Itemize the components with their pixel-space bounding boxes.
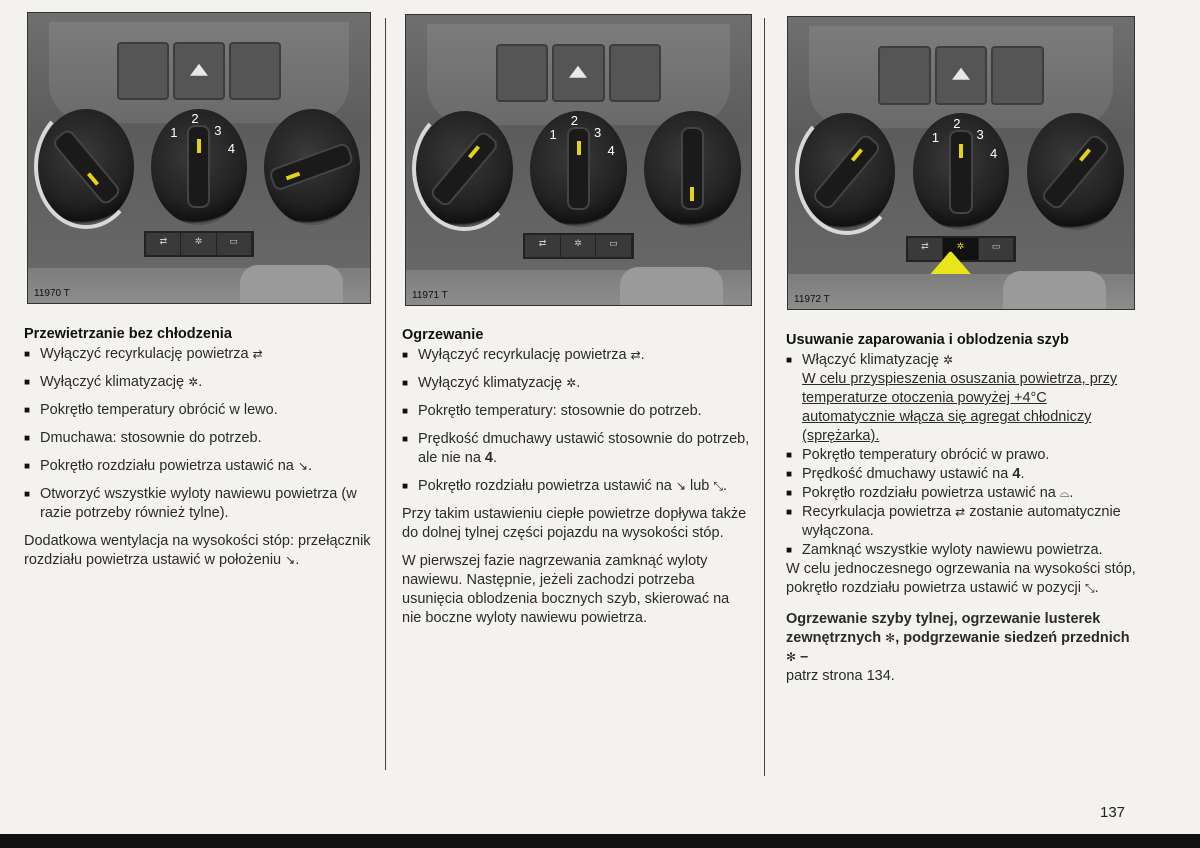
- switch-bar: ⇄ ✲ ▭: [523, 233, 633, 259]
- fan-knob: [530, 111, 627, 227]
- recirculation-icon: ⇄: [955, 505, 966, 519]
- fan-speed-label: 2: [570, 113, 578, 128]
- column-heating: [402, 326, 752, 637]
- column-ventilation: [24, 325, 374, 579]
- switch-bar: ⇄ ✲ ▭: [906, 236, 1017, 262]
- list-item: ■ Pokrętło rozdziału powietrza ustawić na ↘ lub ⤡.: [402, 478, 728, 494]
- air-distribution-knob: [264, 109, 360, 225]
- button-bar: [496, 44, 662, 102]
- button-bar: [117, 42, 281, 100]
- list-item: ■ Pokrętło temperatury obrócić w prawo.: [786, 447, 1050, 463]
- feet-airflow-icon: ↘: [297, 459, 308, 473]
- hazard-button: [552, 44, 605, 102]
- temperature-knob: [416, 111, 513, 227]
- photo-ventilation: [27, 12, 371, 304]
- feet-airflow-icon: ↘: [675, 479, 686, 493]
- list-item: ■ Dmuchawa: stosownie do potrzeb.: [24, 430, 262, 446]
- photo-defrost: [787, 16, 1135, 310]
- column-divider: [385, 18, 386, 770]
- list-item: ■ Pokrętło temperatury obrócić w lewo.: [24, 402, 278, 418]
- list-item: ■ Pokrętło rozdziału powietrza ustawić na ⌓.: [786, 485, 1074, 501]
- photo-heating: [405, 14, 752, 306]
- list-item: ■ Wyłączyć klimatyzację ✲.: [402, 375, 581, 391]
- fan-speed-label: 1: [931, 129, 940, 145]
- list-item: ■ Wyłączyć recyrkulację powietrza ⇄: [24, 346, 263, 362]
- feet-airflow-icon: ↘: [285, 553, 296, 567]
- fan-speed-label: 1: [170, 124, 178, 140]
- hazard-button: [935, 46, 988, 104]
- paragraph: Przy takim ustawieniu ciepłe powietrze dopływa także do dolnej tylnej części pojazdu na wysokości stóp.: [402, 506, 747, 541]
- fan-speed-label: 4: [227, 141, 235, 157]
- temperature-knob: [38, 109, 134, 225]
- snowflake-icon: ✲: [566, 376, 577, 390]
- paragraph: W celu jednoczesnego ogrzewania na wysokości stóp, pokrętło rozdziału powietrza ustawić w pozycji ⤡.: [786, 561, 1136, 596]
- fan-speed-label: 1: [549, 126, 557, 142]
- column-divider: [764, 18, 765, 776]
- list-item: ■ Pokrętło temperatury: stosownie do potrzeb.: [402, 403, 702, 419]
- photo-caption: 11972 T: [794, 294, 830, 305]
- list-item: ■ Prędkość dmuchawy ustawić stosownie do potrzeb, ale nie na 4.: [402, 431, 750, 466]
- windscreen-airflow-icon: ⌓: [1059, 486, 1070, 500]
- feet-windscreen-airflow-icon: ⤡: [713, 479, 723, 493]
- recirculation-icon: ⇄: [252, 347, 263, 361]
- air-distribution-knob: [644, 111, 741, 227]
- snowflake-icon: ✲: [943, 353, 954, 367]
- photo-caption: 11971 T: [412, 290, 448, 301]
- switch-bar: ⇄ ✲ ▭: [144, 231, 253, 257]
- recirculation-icon: ⇄: [630, 348, 641, 362]
- air-distribution-knob: [1027, 113, 1124, 230]
- fan-speed-label: 3: [214, 122, 222, 138]
- page-number: 137: [1100, 804, 1126, 821]
- fan-speed-label: 2: [953, 115, 961, 131]
- snowflake-icon: ✲: [188, 375, 199, 389]
- note-text: W celu przyspieszenia osuszania powietrza, przy temperaturze otoczenia powyżej +4°C automatycznie włącza się agregat chłodniczy (sprężarka).: [802, 371, 1118, 444]
- hazard-button: [173, 42, 225, 100]
- button-bar: [878, 46, 1044, 104]
- fan-speed-label: 2: [191, 111, 199, 126]
- bottom-edge: [0, 834, 1200, 848]
- fan-knob: [913, 113, 1010, 230]
- list-item: ■ Wyłączyć recyrkulację powietrza ⇄.: [402, 347, 645, 363]
- photo-caption: 11970 T: [34, 288, 70, 299]
- column-defrost: [786, 331, 1136, 698]
- list-item: ■ Recyrkulacja powietrza ⇄ zostanie automatycznie wyłączona.: [786, 504, 1121, 539]
- section-heading: Ogrzewanie: [402, 327, 484, 343]
- list-item: ■ Wyłączyć klimatyzację ✲.: [24, 374, 203, 390]
- paragraph: Dodatkowa wentylacja na wysokości stóp: przełącznik rozdziału powietrza ustawić w położeniu ↘.: [24, 533, 371, 568]
- list-item: ■ Prędkość dmuchawy ustawić na 4.: [786, 466, 1025, 482]
- list-item: ■ Otworzyć wszystkie wyloty nawiewu powietrza (w razie potrzeby również tylne).: [24, 486, 357, 521]
- list-item: ■ Włączyć klimatyzację ✲: [786, 352, 954, 368]
- paragraph: W pierwszej fazie nagrzewania zamknąć wyloty nawiewu. Następnie, jeżeli zachodzi potrzeba usunięcia oblodzenia bocznych szyb, skierować na nie boczne wyloty nawiewu powietrza.: [402, 553, 730, 626]
- fan-speed-label: 3: [593, 124, 602, 140]
- fan-speed-label: 4: [607, 143, 615, 159]
- heating-icon: ✻: [885, 631, 896, 645]
- fan-knob: [151, 109, 247, 225]
- list-item: ■ Zamknąć wszystkie wyloty nawiewu powietrza.: [786, 542, 1103, 558]
- fan-speed-label: 4: [990, 146, 998, 162]
- heating-reference: Ogrzewanie szyby tylnej, ogrzewanie lusterek zewnętrznych ✻, podgrzewanie siedzeń przednich ✻ – patrz strona 134.: [786, 611, 1130, 684]
- list-item: ■ Pokrętło rozdziału powietrza ustawić na ↘.: [24, 458, 312, 474]
- section-heading: Usuwanie zaparowania i oblodzenia szyb: [786, 332, 1069, 348]
- feet-windscreen-airflow-icon: ⤡: [1085, 581, 1095, 595]
- temperature-knob: [798, 113, 895, 230]
- section-heading: Przewietrzanie bez chłodzenia: [24, 326, 232, 342]
- heating-icon: ✻: [786, 650, 797, 664]
- fan-speed-label: 3: [976, 127, 984, 143]
